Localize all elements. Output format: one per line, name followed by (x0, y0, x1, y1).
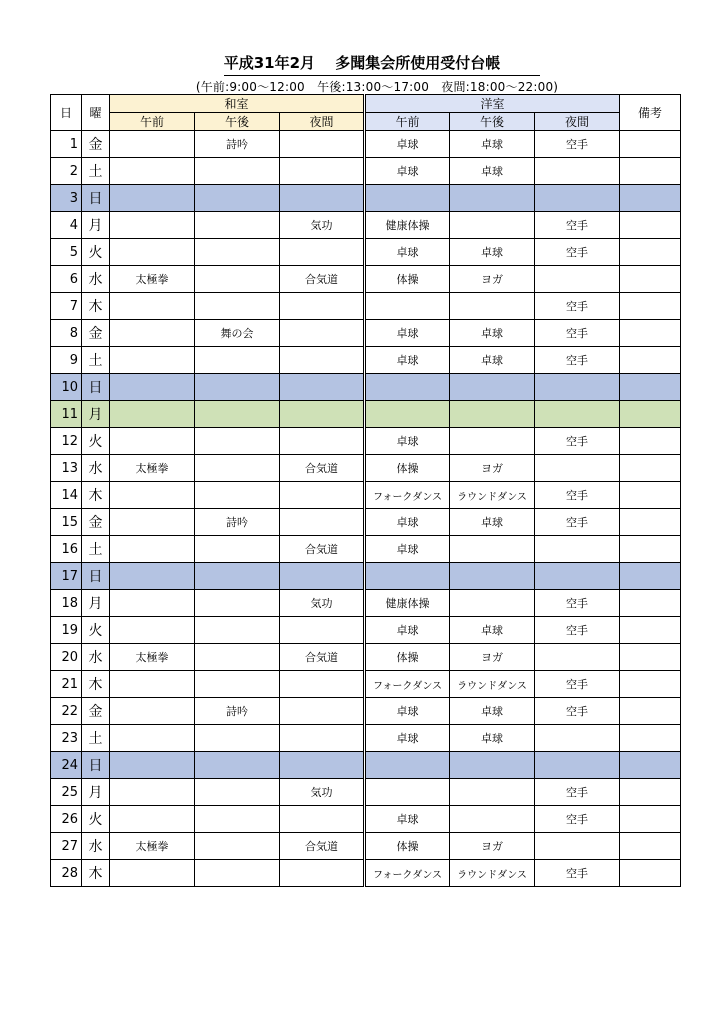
cell-wa-night (280, 509, 365, 536)
cell-wa-night (280, 131, 365, 158)
cell-wa-pm (195, 752, 280, 779)
cell-note (620, 563, 681, 590)
cell-note (620, 482, 681, 509)
cell-day: 20 (51, 644, 82, 671)
cell-day: 7 (51, 293, 82, 320)
cell-wa-am: 太極拳 (110, 266, 195, 293)
cell-day: 12 (51, 428, 82, 455)
cell-yo-am: 卓球 (365, 239, 450, 266)
cell-day: 15 (51, 509, 82, 536)
cell-wa-am (110, 563, 195, 590)
cell-yo-night (535, 266, 620, 293)
cell-day: 24 (51, 752, 82, 779)
ledger-row (51, 617, 681, 644)
cell-yo-am (365, 779, 450, 806)
cell-note (620, 725, 681, 752)
cell-wa-am (110, 752, 195, 779)
cell-wa-night: 合気道 (280, 536, 365, 563)
cell-note (620, 698, 681, 725)
cell-wa-night (280, 617, 365, 644)
cell-yo-night (535, 158, 620, 185)
cell-wa-am (110, 509, 195, 536)
cell-wa-am (110, 212, 195, 239)
cell-note (620, 374, 681, 401)
cell-yo-pm (450, 428, 535, 455)
header-row-slots (51, 113, 681, 131)
cell-yo-am: 卓球 (365, 347, 450, 374)
cell-day: 11 (51, 401, 82, 428)
cell-yo-am: フォークダンス (365, 671, 450, 698)
cell-wa-am (110, 590, 195, 617)
ledger-row (51, 212, 681, 239)
cell-wa-night (280, 563, 365, 590)
cell-wa-pm (195, 833, 280, 860)
ledger-row (51, 482, 681, 509)
cell-note (620, 455, 681, 482)
cell-yo-pm: ヨガ (450, 644, 535, 671)
cell-yo-pm (450, 563, 535, 590)
cell-yo-pm (450, 590, 535, 617)
cell-note (620, 779, 681, 806)
cell-dow: 火 (82, 617, 110, 644)
cell-yo-night: 空手 (535, 671, 620, 698)
cell-yo-pm: ラウンドダンス (450, 671, 535, 698)
cell-dow: 土 (82, 536, 110, 563)
header-washitsu: 和室 (110, 95, 365, 113)
cell-day: 9 (51, 347, 82, 374)
cell-wa-pm: 詩吟 (195, 131, 280, 158)
cell-day: 28 (51, 860, 82, 887)
cell-wa-am: 太極拳 (110, 644, 195, 671)
cell-wa-am (110, 239, 195, 266)
cell-day: 10 (51, 374, 82, 401)
cell-note (620, 266, 681, 293)
cell-yo-am: 卓球 (365, 320, 450, 347)
cell-note (620, 158, 681, 185)
ledger-row (51, 698, 681, 725)
cell-wa-am: 太極拳 (110, 455, 195, 482)
cell-note (620, 860, 681, 887)
ledger-row (51, 806, 681, 833)
cell-yo-pm (450, 374, 535, 401)
cell-dow: 月 (82, 212, 110, 239)
page-title (0, 52, 724, 76)
cell-yo-pm: 卓球 (450, 617, 535, 644)
cell-wa-night (280, 806, 365, 833)
cell-wa-pm (195, 563, 280, 590)
header-yo-night: 夜間 (535, 113, 620, 131)
cell-note (620, 833, 681, 860)
cell-dow: 土 (82, 725, 110, 752)
cell-yo-night: 空手 (535, 212, 620, 239)
cell-yo-am: 体操 (365, 644, 450, 671)
cell-yo-pm (450, 293, 535, 320)
cell-day: 17 (51, 563, 82, 590)
cell-wa-pm (195, 266, 280, 293)
cell-yo-am: フォークダンス (365, 860, 450, 887)
cell-yo-am: 卓球 (365, 617, 450, 644)
cell-dow: 土 (82, 158, 110, 185)
ledger-row (51, 131, 681, 158)
cell-day: 1 (51, 131, 82, 158)
cell-yo-pm: 卓球 (450, 509, 535, 536)
cell-yo-am: 卓球 (365, 158, 450, 185)
cell-wa-am (110, 698, 195, 725)
cell-dow: 土 (82, 347, 110, 374)
cell-wa-pm (195, 239, 280, 266)
cell-wa-am (110, 482, 195, 509)
cell-note (620, 617, 681, 644)
cell-day: 13 (51, 455, 82, 482)
cell-wa-pm (195, 185, 280, 212)
cell-yo-night (535, 644, 620, 671)
cell-note (620, 131, 681, 158)
cell-yo-night: 空手 (535, 239, 620, 266)
ledger-row (51, 779, 681, 806)
ledger-row (51, 374, 681, 401)
cell-wa-night: 合気道 (280, 266, 365, 293)
cell-yo-am (365, 293, 450, 320)
cell-yo-night (535, 374, 620, 401)
cell-yo-night: 空手 (535, 428, 620, 455)
page-title-text: 平成31年2月 多聞集会所使用受付台帳 (224, 52, 541, 76)
cell-yo-pm: 卓球 (450, 239, 535, 266)
cell-yo-night (535, 563, 620, 590)
cell-yo-night (535, 833, 620, 860)
cell-wa-pm (195, 644, 280, 671)
cell-wa-night (280, 482, 365, 509)
cell-wa-am (110, 671, 195, 698)
cell-wa-pm (195, 428, 280, 455)
cell-note (620, 293, 681, 320)
ledger-row (51, 644, 681, 671)
ledger-row (51, 536, 681, 563)
cell-wa-am (110, 347, 195, 374)
cell-dow: 月 (82, 590, 110, 617)
cell-wa-night: 気功 (280, 590, 365, 617)
cell-wa-am (110, 185, 195, 212)
cell-wa-am (110, 725, 195, 752)
reservation-ledger-table (50, 94, 681, 887)
cell-wa-am (110, 806, 195, 833)
cell-yo-pm (450, 752, 535, 779)
cell-yo-night: 空手 (535, 698, 620, 725)
cell-note (620, 752, 681, 779)
cell-yo-night: 空手 (535, 347, 620, 374)
ledger-row (51, 752, 681, 779)
cell-wa-pm: 舞の会 (195, 320, 280, 347)
cell-yo-am (365, 185, 450, 212)
ledger-row (51, 455, 681, 482)
cell-day: 3 (51, 185, 82, 212)
cell-wa-night (280, 293, 365, 320)
cell-wa-night: 気功 (280, 779, 365, 806)
cell-dow: 月 (82, 779, 110, 806)
cell-wa-night (280, 185, 365, 212)
cell-day: 18 (51, 590, 82, 617)
cell-yo-pm: ラウンドダンス (450, 860, 535, 887)
cell-wa-night (280, 158, 365, 185)
cell-wa-am: 太極拳 (110, 833, 195, 860)
header-youshitsu: 洋室 (365, 95, 620, 113)
ledger-row (51, 563, 681, 590)
cell-wa-am (110, 779, 195, 806)
cell-dow: 水 (82, 833, 110, 860)
cell-dow: 木 (82, 860, 110, 887)
cell-yo-pm: ヨガ (450, 455, 535, 482)
cell-dow: 火 (82, 806, 110, 833)
cell-yo-pm: 卓球 (450, 320, 535, 347)
ledger-row (51, 428, 681, 455)
cell-note (620, 509, 681, 536)
cell-dow: 木 (82, 671, 110, 698)
cell-yo-pm (450, 806, 535, 833)
cell-wa-pm (195, 860, 280, 887)
cell-wa-pm (195, 725, 280, 752)
cell-wa-night (280, 725, 365, 752)
cell-note (620, 320, 681, 347)
cell-wa-night (280, 698, 365, 725)
cell-yo-pm (450, 185, 535, 212)
cell-yo-night: 空手 (535, 509, 620, 536)
cell-wa-am (110, 860, 195, 887)
cell-day: 27 (51, 833, 82, 860)
cell-yo-am: 健康体操 (365, 212, 450, 239)
cell-wa-am (110, 374, 195, 401)
cell-wa-am (110, 536, 195, 563)
cell-yo-pm: 卓球 (450, 725, 535, 752)
cell-dow: 金 (82, 320, 110, 347)
cell-wa-pm (195, 212, 280, 239)
cell-dow: 木 (82, 293, 110, 320)
cell-yo-pm: 卓球 (450, 698, 535, 725)
cell-yo-night: 空手 (535, 293, 620, 320)
cell-note (620, 806, 681, 833)
cell-yo-night: 空手 (535, 806, 620, 833)
cell-yo-am (365, 752, 450, 779)
cell-note (620, 671, 681, 698)
header-wa-pm: 午後 (195, 113, 280, 131)
cell-wa-night (280, 320, 365, 347)
cell-wa-pm: 詩吟 (195, 509, 280, 536)
cell-wa-am (110, 320, 195, 347)
header-wa-night: 夜間 (280, 113, 365, 131)
cell-note (620, 644, 681, 671)
cell-wa-night (280, 671, 365, 698)
ledger-row (51, 158, 681, 185)
cell-wa-night: 合気道 (280, 644, 365, 671)
cell-yo-night: 空手 (535, 590, 620, 617)
cell-note (620, 185, 681, 212)
cell-yo-night (535, 725, 620, 752)
cell-wa-pm (195, 806, 280, 833)
cell-day: 4 (51, 212, 82, 239)
cell-dow: 金 (82, 509, 110, 536)
cell-yo-night: 空手 (535, 617, 620, 644)
ledger-row (51, 725, 681, 752)
cell-dow: 日 (82, 563, 110, 590)
cell-wa-night: 合気道 (280, 833, 365, 860)
cell-dow: 日 (82, 185, 110, 212)
cell-yo-am (365, 401, 450, 428)
cell-yo-am: 卓球 (365, 698, 450, 725)
header-remarks: 備考 (620, 95, 681, 131)
cell-wa-night (280, 428, 365, 455)
cell-wa-night (280, 752, 365, 779)
cell-yo-night (535, 455, 620, 482)
cell-day: 25 (51, 779, 82, 806)
cell-day: 6 (51, 266, 82, 293)
header-wa-am: 午前 (110, 113, 195, 131)
cell-day: 5 (51, 239, 82, 266)
cell-wa-night (280, 374, 365, 401)
cell-wa-night (280, 401, 365, 428)
cell-wa-pm (195, 347, 280, 374)
cell-wa-pm (195, 482, 280, 509)
ledger-row (51, 347, 681, 374)
cell-day: 16 (51, 536, 82, 563)
cell-yo-am: 卓球 (365, 725, 450, 752)
cell-dow: 水 (82, 644, 110, 671)
cell-yo-am: 体操 (365, 833, 450, 860)
cell-yo-am (365, 374, 450, 401)
cell-note (620, 212, 681, 239)
cell-yo-pm: ラウンドダンス (450, 482, 535, 509)
ledger-row (51, 185, 681, 212)
cell-wa-am (110, 158, 195, 185)
cell-yo-pm: ヨガ (450, 266, 535, 293)
header-row-rooms (51, 95, 681, 113)
time-slots-subtitle: (午前:9:00～12:00 午後:13:00～17:00 夜間:18:00～22:00) (195, 80, 559, 94)
cell-dow: 金 (82, 698, 110, 725)
cell-day: 19 (51, 617, 82, 644)
cell-day: 26 (51, 806, 82, 833)
cell-wa-pm (195, 536, 280, 563)
cell-wa-night: 気功 (280, 212, 365, 239)
ledger-row (51, 401, 681, 428)
cell-note (620, 239, 681, 266)
cell-wa-pm (195, 617, 280, 644)
header-yo-pm: 午後 (450, 113, 535, 131)
cell-note (620, 401, 681, 428)
cell-yo-pm (450, 212, 535, 239)
ledger-row (51, 293, 681, 320)
cell-yo-night: 空手 (535, 320, 620, 347)
cell-note (620, 536, 681, 563)
cell-yo-am: 卓球 (365, 536, 450, 563)
header-day: 日 (51, 95, 82, 131)
cell-yo-night: 空手 (535, 131, 620, 158)
cell-dow: 火 (82, 428, 110, 455)
cell-yo-night: 空手 (535, 860, 620, 887)
cell-wa-am (110, 401, 195, 428)
ledger-row (51, 833, 681, 860)
cell-yo-night (535, 401, 620, 428)
cell-yo-am: 体操 (365, 266, 450, 293)
cell-yo-pm (450, 536, 535, 563)
ledger-row (51, 509, 681, 536)
cell-wa-am (110, 131, 195, 158)
ledger-row (51, 860, 681, 887)
cell-yo-pm: 卓球 (450, 158, 535, 185)
cell-yo-pm: 卓球 (450, 131, 535, 158)
cell-yo-am: 卓球 (365, 428, 450, 455)
cell-wa-night (280, 347, 365, 374)
cell-note (620, 428, 681, 455)
cell-day: 23 (51, 725, 82, 752)
cell-wa-am (110, 293, 195, 320)
ledger-row (51, 590, 681, 617)
cell-day: 14 (51, 482, 82, 509)
cell-yo-pm (450, 779, 535, 806)
ledger-row (51, 239, 681, 266)
cell-yo-night (535, 536, 620, 563)
cell-wa-pm: 詩吟 (195, 698, 280, 725)
cell-yo-night: 空手 (535, 779, 620, 806)
cell-wa-am (110, 617, 195, 644)
cell-dow: 金 (82, 131, 110, 158)
cell-yo-pm: 卓球 (450, 347, 535, 374)
cell-yo-am (365, 563, 450, 590)
cell-yo-am: 卓球 (365, 806, 450, 833)
cell-wa-night (280, 860, 365, 887)
cell-dow: 木 (82, 482, 110, 509)
cell-wa-pm (195, 590, 280, 617)
header-yo-am: 午前 (365, 113, 450, 131)
cell-dow: 月 (82, 401, 110, 428)
cell-wa-pm (195, 374, 280, 401)
cell-day: 22 (51, 698, 82, 725)
cell-yo-am: 卓球 (365, 131, 450, 158)
ledger-row (51, 266, 681, 293)
cell-wa-pm (195, 401, 280, 428)
cell-wa-pm (195, 779, 280, 806)
cell-yo-night (535, 185, 620, 212)
cell-wa-pm (195, 293, 280, 320)
cell-dow: 日 (82, 374, 110, 401)
cell-wa-night (280, 239, 365, 266)
cell-note (620, 590, 681, 617)
cell-wa-am (110, 428, 195, 455)
ledger-row (51, 320, 681, 347)
cell-dow: 火 (82, 239, 110, 266)
cell-yo-am: 卓球 (365, 509, 450, 536)
cell-wa-pm (195, 158, 280, 185)
cell-day: 8 (51, 320, 82, 347)
cell-wa-pm (195, 671, 280, 698)
cell-day: 2 (51, 158, 82, 185)
cell-yo-night (535, 752, 620, 779)
ledger-row (51, 671, 681, 698)
cell-yo-am: 体操 (365, 455, 450, 482)
cell-yo-am: フォークダンス (365, 482, 450, 509)
cell-wa-night: 合気道 (280, 455, 365, 482)
cell-dow: 水 (82, 455, 110, 482)
cell-note (620, 347, 681, 374)
cell-yo-pm (450, 401, 535, 428)
cell-yo-night: 空手 (535, 482, 620, 509)
cell-yo-pm: ヨガ (450, 833, 535, 860)
header-dow: 曜 (82, 95, 110, 131)
cell-dow: 水 (82, 266, 110, 293)
cell-yo-am: 健康体操 (365, 590, 450, 617)
cell-wa-pm (195, 455, 280, 482)
cell-day: 21 (51, 671, 82, 698)
cell-dow: 日 (82, 752, 110, 779)
